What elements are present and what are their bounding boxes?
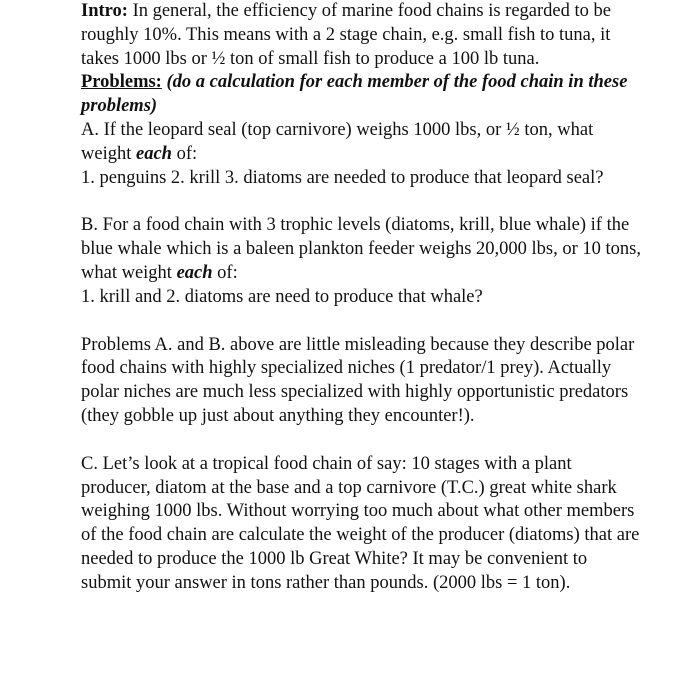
intro-paragraph xyxy=(81,0,641,71)
problem-b-items: 1. krill and 2. diatoms are need to produce that whale? xyxy=(81,286,483,307)
problem-a-items: 1. penguins 2. krill 3. diatoms are needed to produce that leopard seal? xyxy=(81,167,604,188)
problem-b-text-1: B. For a food chain with 3 trophic levels (diatoms, krill, blue whale) if the blue whale which is a baleen plankton feeder weighs 20,000 lbs, or 10 tons, what weight xyxy=(81,215,642,283)
problem-b-emphasis: each xyxy=(176,262,213,283)
problem-a-text-1: A. If the leopard seal (top carnivore) weighs 1000 lbs, or ½ ton, what weight xyxy=(81,119,594,164)
document-body xyxy=(81,0,641,596)
intro-text: In general, the efficiency of marine food chains is regarded to be roughly 10%. This means with a 2 stage chain, e.g. small fish to tuna, it takes 1000 lbs or ½ ton of small fish to produce a 100 lb tuna. xyxy=(81,1,611,69)
problem-a-question xyxy=(81,119,641,167)
problem-c-paragraph: C. Let’s look at a tropical food chain of say: 10 stages with a plant producer, diatom at the base and a top carnivore (T.C.) great white shark weighing 1000 lbs. Without worrying too much about what other members of the food chain are calculate the weight of the producer (diatoms) that are needed to produce the 1000 lb Great White? It may be convenient to submit your answer in tons rather than pounds. (2000 lbs = 1 ton). xyxy=(81,453,640,593)
spacer xyxy=(81,429,641,453)
problem-a-text-2: of: xyxy=(171,143,198,164)
problems-instruction: (do a calculation for each member of the food chain in these problems) xyxy=(81,72,628,117)
problem-b-question xyxy=(81,214,641,285)
problems-heading xyxy=(81,71,641,119)
problem-a-emphasis: each xyxy=(135,143,172,164)
spacer xyxy=(81,310,641,334)
problem-b-text-2: of: xyxy=(212,262,238,283)
note-paragraph: Problems A. and B. above are little misleading because they describe polar food chains with highly specialized niches (1 predator/1 prey). Actually polar niches are much less specialized with highly opportunistic predators (they gobble up just about anything they encounter!). xyxy=(81,334,635,426)
intro-label: Intro: xyxy=(81,1,128,21)
spacer xyxy=(81,190,641,214)
problems-label: Problems: xyxy=(81,72,162,93)
